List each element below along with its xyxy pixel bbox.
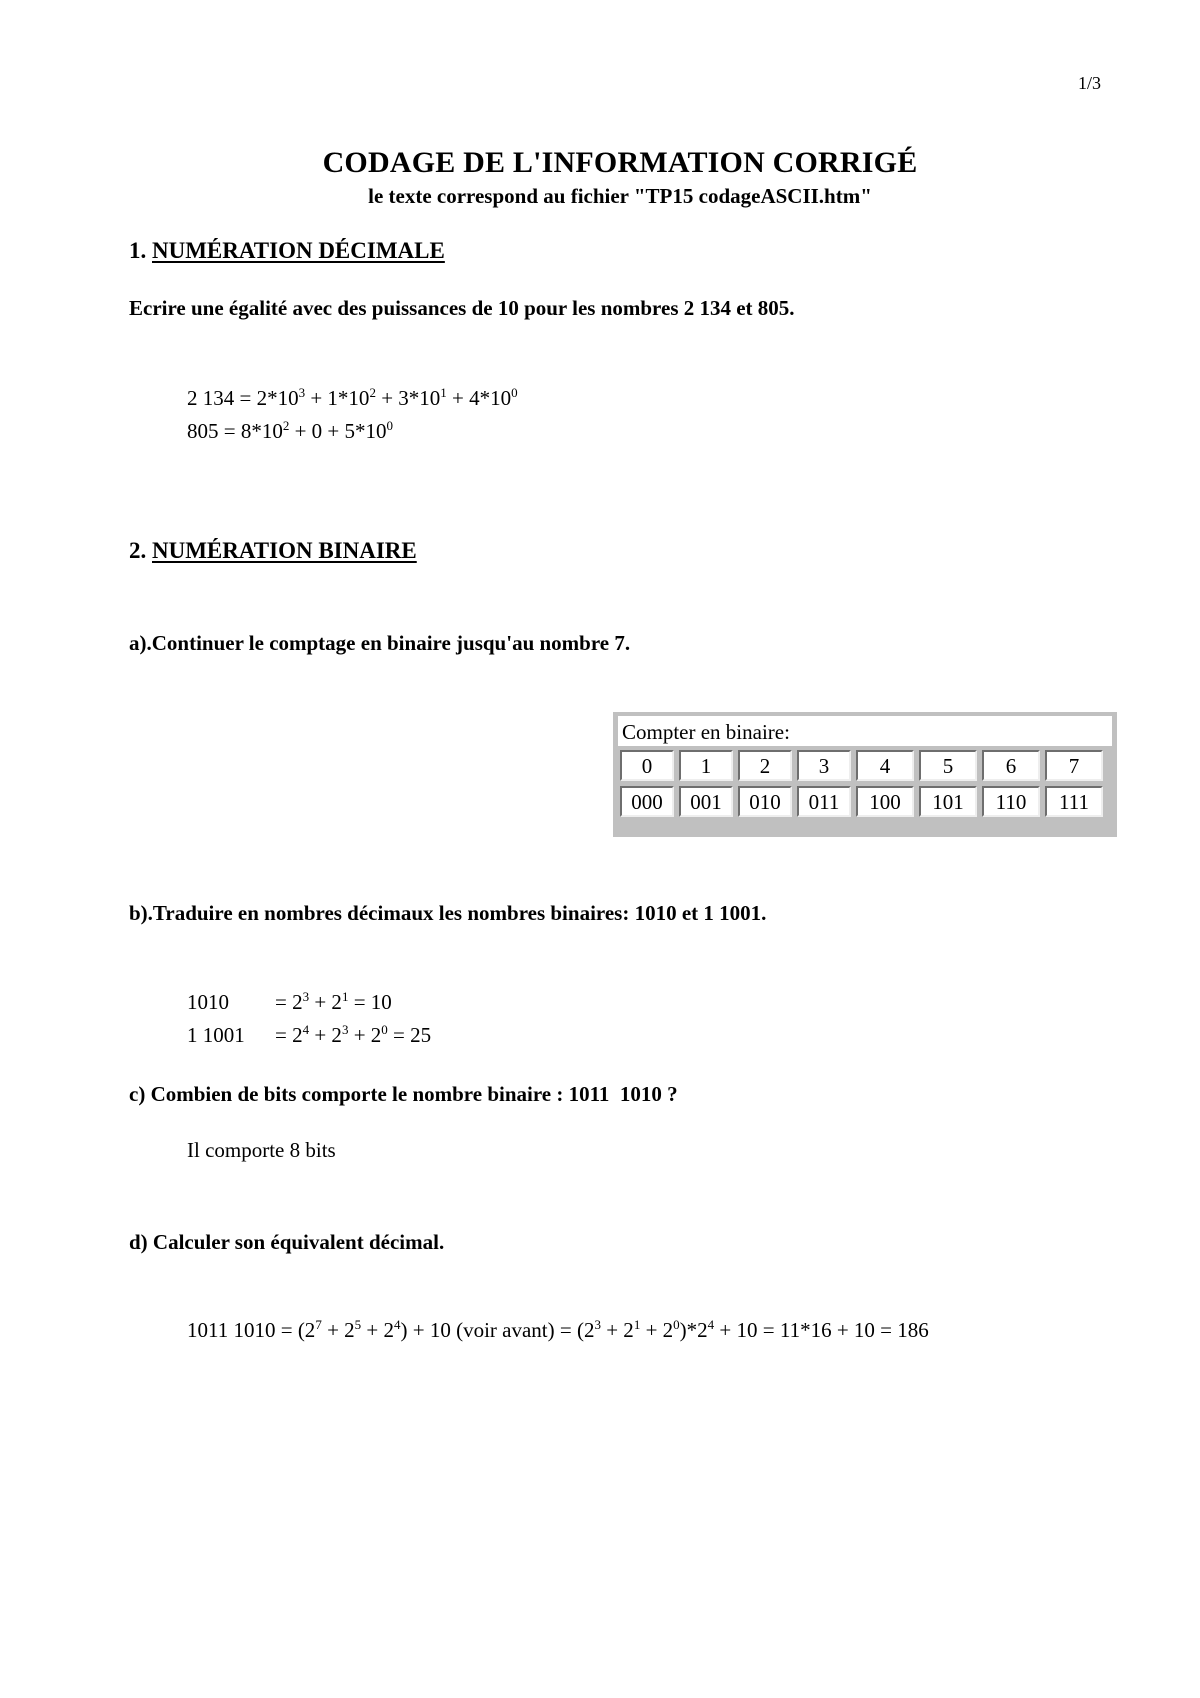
eq-text: = 2 [275, 990, 303, 1014]
eq-text: 805 = 8*10 [187, 419, 283, 443]
eq-text: + 0 + 5*10 [289, 419, 387, 443]
decimal-cell: 5 [919, 750, 977, 781]
exponent: 3 [594, 1317, 601, 1332]
exponent: 3 [298, 385, 306, 400]
exponent: 1 [440, 385, 447, 400]
decimal-equation-2134 [187, 386, 518, 411]
exponent: 2 [282, 418, 290, 433]
exponent: 2 [369, 385, 376, 400]
exponent: 4 [394, 1317, 401, 1332]
eq-text: 1011 1010 = (2 [187, 1318, 316, 1342]
question-c: c) Combien de bits comporte le nombre binaire : 1011 1010 ? [129, 1082, 678, 1106]
exponent: 5 [354, 1317, 362, 1332]
conversion-result [275, 1023, 431, 1048]
eq-text: + 2 [309, 1023, 342, 1047]
exponent: 3 [341, 1022, 349, 1037]
eq-text: ) + 10 (voir avant) = (2 [400, 1318, 595, 1342]
eq-text: + 2 [600, 1318, 634, 1342]
decimal-cell: 2 [738, 750, 792, 781]
question-d: d) Calculer son équivalent décimal. [129, 1230, 445, 1254]
decimal-cell: 3 [797, 750, 851, 781]
document-subtitle: le texte correspond au fichier "TP15 codageASCII.htm" [368, 184, 872, 208]
decimal-equivalent-equation [187, 1318, 929, 1343]
section-1-title: NUMÉRATION DÉCIMALE [152, 238, 445, 263]
section-1-heading [129, 238, 445, 264]
exponent: 0 [386, 418, 394, 433]
binary-table-grid [618, 750, 1112, 817]
eq-text: )*2 [679, 1318, 708, 1342]
decimal-equation-805 [187, 419, 393, 444]
binary-cell: 101 [919, 786, 977, 817]
binary-number: 1010 [187, 990, 229, 1014]
section-1-number: 1. [129, 238, 147, 263]
eq-text: = 2 [275, 1023, 303, 1047]
eq-text: 2 134 = 2*10 [187, 386, 299, 410]
eq-text: + 4*10 [446, 386, 512, 410]
exponent: 0 [511, 385, 518, 400]
page-number: 1/3 [1078, 73, 1102, 93]
exponent: 1 [633, 1317, 641, 1332]
section-2-title: NUMÉRATION BINAIRE [152, 538, 417, 563]
eq-text: + 2 [640, 1318, 674, 1342]
eq-text: + 2 [348, 1023, 382, 1047]
decimal-cell: 7 [1045, 750, 1103, 781]
binary-cell: 000 [620, 786, 674, 817]
decimal-cell: 6 [982, 750, 1040, 781]
exponent: 3 [302, 989, 310, 1004]
exponent: 1 [341, 989, 349, 1004]
binary-cell: 010 [738, 786, 792, 817]
binary-cell: 011 [797, 786, 851, 817]
binary-count-table [613, 712, 1117, 837]
exponent: 4 [707, 1317, 715, 1332]
binary-cell: 110 [982, 786, 1040, 817]
section-1-question: Ecrire une égalité avec des puissances de 10 pour les nombres 2 134 et 805. [129, 296, 795, 320]
decimal-cell: 4 [856, 750, 914, 781]
question-a: a).Continuer le comptage en binaire jusqu'au nombre 7. [129, 631, 631, 655]
exponent: 0 [673, 1317, 680, 1332]
eq-text: + 2 [321, 1318, 355, 1342]
binary-conversion-1010 [187, 990, 587, 1018]
document-title: CODAGE DE L'INFORMATION CORRIGÉ [322, 146, 918, 179]
exponent: 4 [302, 1022, 310, 1037]
binary-cell: 111 [1045, 786, 1103, 817]
binary-table-caption: Compter en binaire: [618, 716, 1112, 746]
decimal-cell: 1 [679, 750, 733, 781]
exponent: 7 [315, 1317, 322, 1332]
eq-text: = 25 [387, 1023, 432, 1047]
exponent: 0 [381, 1022, 388, 1037]
section-2-number: 2. [129, 538, 147, 563]
conversion-result [275, 990, 392, 1015]
eq-text: = 10 [348, 990, 392, 1014]
binary-number: 1 1001 [187, 1023, 245, 1047]
decimal-cell: 0 [620, 750, 674, 781]
answer-c: Il comporte 8 bits [187, 1138, 336, 1162]
eq-text: + 1*10 [305, 386, 370, 410]
eq-text: + 2 [361, 1318, 394, 1342]
section-2-heading [129, 538, 417, 564]
question-b: b).Traduire en nombres décimaux les nombres binaires: 1010 et 1 1001. [129, 901, 767, 925]
eq-text: + 3*10 [375, 386, 441, 410]
binary-conversion-11001 [187, 1023, 587, 1051]
eq-text: + 2 [309, 990, 342, 1014]
eq-text: + 10 = 11*16 + 10 = 186 [714, 1318, 929, 1342]
binary-cell: 100 [856, 786, 914, 817]
binary-cell: 001 [679, 786, 733, 817]
